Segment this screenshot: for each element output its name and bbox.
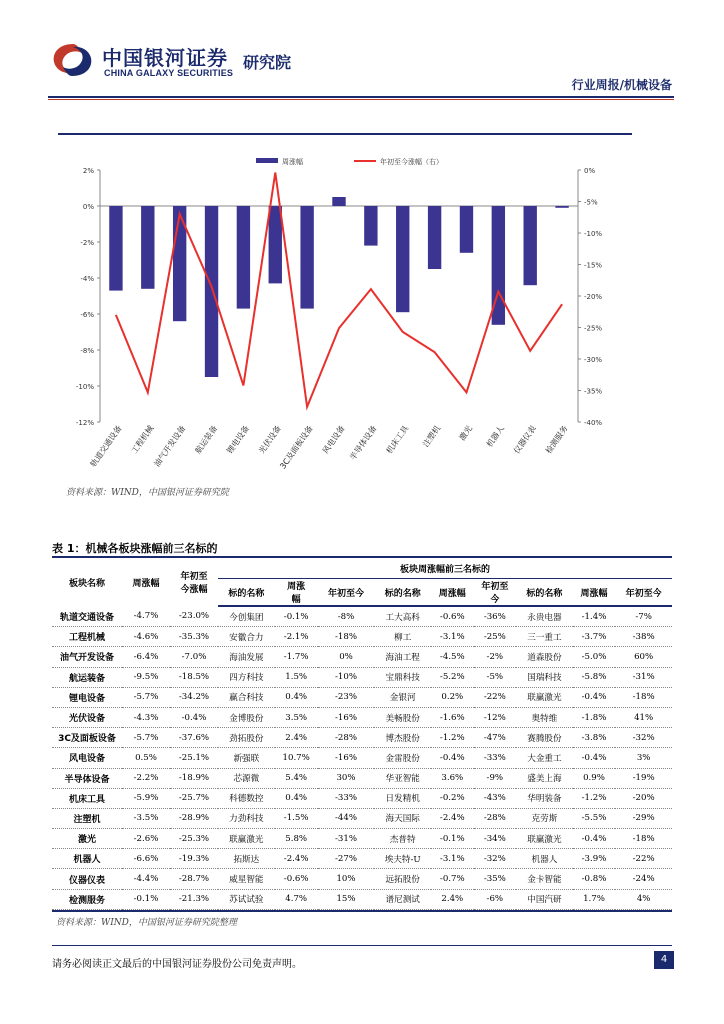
right-tick-label: -25% [584, 324, 603, 333]
table-cell: 美畅股份 [374, 707, 431, 727]
table-cell: -1.7% [275, 647, 318, 667]
table-cell: 4.7% [275, 889, 318, 909]
table-cell: -18.9% [170, 768, 218, 788]
sector-top3-table [52, 556, 672, 910]
table-cell: -32% [615, 728, 672, 748]
table-cell: -23.0% [170, 606, 218, 627]
table-cell: 三一重工 [516, 627, 573, 647]
table-row [52, 768, 672, 788]
table-cell: -0.1% [122, 889, 170, 909]
table-cell: -5.0% [573, 647, 616, 667]
table-cell: -5% [474, 667, 517, 687]
table-cell: -34.2% [170, 687, 218, 707]
table-cell: -6% [474, 889, 517, 909]
table-cell: 国瑞科技 [516, 667, 573, 687]
table-cell: 宝鼎科技 [374, 667, 431, 687]
table-cell: -33% [318, 788, 375, 808]
table-cell: 博杰股份 [374, 728, 431, 748]
table-cell: -18% [615, 687, 672, 707]
category-label: 仪器仪表 [512, 423, 538, 456]
table-cell: 机器人 [516, 849, 573, 869]
col-stock-2: 标的名称 [374, 579, 431, 607]
table-cell: 1.5% [275, 667, 318, 687]
table-cell: 威星智能 [218, 869, 275, 889]
sector-name: 机床工具 [52, 788, 122, 808]
table-cell: 克劳斯 [516, 808, 573, 828]
table-cell: 联赢激光 [516, 687, 573, 707]
table-cell: -2% [474, 647, 517, 667]
table-cell: -20% [615, 788, 672, 808]
table-cell: -0.4% [573, 687, 616, 707]
table-cell: -47% [474, 728, 517, 748]
left-tick-label: -12% [75, 419, 94, 427]
table-row [52, 788, 672, 808]
category-label: 油气开发设备 [152, 423, 188, 469]
table-cell: -0.4% [573, 829, 616, 849]
col-weekly-3: 周涨幅 [573, 579, 616, 607]
left-tick-label: -8% [80, 347, 94, 355]
col-ytd: 年初至 今涨幅 [180, 572, 208, 595]
table-cell: -4.5% [431, 647, 474, 667]
category-label: 半导体设备 [348, 423, 379, 462]
right-tick-label: -20% [584, 293, 603, 301]
table-cell: -19% [615, 768, 672, 788]
table-cell: -44% [318, 808, 375, 828]
bar-光伏设备 [269, 206, 282, 283]
table-cell: -5.9% [122, 788, 170, 808]
table-cell: -4.3% [122, 707, 170, 727]
category-label: 激光 [457, 423, 475, 443]
table-cell: 安徽合力 [218, 627, 275, 647]
right-tick-label: -35% [584, 387, 603, 396]
table-cell: -3.1% [431, 627, 474, 647]
bar-锂电设备 [237, 206, 250, 309]
table-cell: 金银河 [374, 687, 431, 707]
table-cell: 海天国际 [374, 808, 431, 828]
table-row [52, 849, 672, 869]
col-stock-3: 标的名称 [516, 579, 573, 607]
table-row [52, 647, 672, 667]
chart-source: 资料来源：WIND，中国银河证券研究院 [66, 488, 229, 498]
left-tick-label: -10% [75, 383, 94, 391]
sector-name: 风电设备 [52, 748, 122, 768]
table-cell: -1.6% [431, 707, 474, 727]
table-cell: 15% [318, 889, 375, 909]
table-cell: -25.3% [170, 829, 218, 849]
table-cell: -3.8% [573, 728, 616, 748]
category-label: 检测服务 [543, 423, 570, 456]
left-tick-label: 0% [82, 203, 94, 211]
bar-注塑机 [428, 206, 441, 269]
col-sector: 板块名称 [68, 578, 105, 589]
table-cell: 日发精机 [374, 788, 431, 808]
table-cell: 0.5% [122, 748, 170, 768]
category-label: 锂电设备 [225, 423, 252, 456]
table-cell: 30% [318, 768, 375, 788]
table-cell: -3.7% [573, 627, 616, 647]
col-ytd-3: 年初至今 [615, 579, 672, 607]
table-cell: 金雷股份 [374, 748, 431, 768]
table-cell: -1.2% [431, 728, 474, 748]
table-cell: 0% [318, 647, 375, 667]
sector-name: 检测服务 [52, 889, 122, 909]
table-cell: 劲拓股份 [218, 728, 275, 748]
sector-name: 光伏设备 [52, 707, 122, 727]
bar-工程机械 [141, 206, 154, 289]
left-tick-label: -6% [80, 311, 94, 319]
table-cell: 芯源微 [218, 768, 275, 788]
table-cell: -1.4% [573, 606, 616, 627]
footer-disclaimer: 请务必阅读正文最后的中国银河证券股份公司免责声明。 [52, 959, 302, 970]
table-cell: -6.6% [122, 849, 170, 869]
table-cell: -24% [615, 869, 672, 889]
sector-name: 机器人 [52, 849, 122, 869]
table-cell: 10.7% [275, 748, 318, 768]
sector-name: 工程机械 [52, 627, 122, 647]
table-cell: 远拓股份 [374, 869, 431, 889]
table-cell: -3.5% [122, 808, 170, 828]
category-label: 航运装备 [193, 423, 220, 456]
table-cell: 奥特维 [516, 707, 573, 727]
table-cell: -0.6% [431, 606, 474, 627]
table-cell: -5.2% [431, 667, 474, 687]
table-row [52, 627, 672, 647]
col-ytd-2: 年初至 今 [474, 579, 517, 607]
table-cell: -2.6% [122, 829, 170, 849]
table-cell: 3% [615, 748, 672, 768]
sector-name: 3C及面板设备 [52, 728, 122, 748]
table-cell: -38% [615, 627, 672, 647]
table-cell: -3.1% [431, 849, 474, 869]
table-cell: -1.2% [573, 788, 616, 808]
sector-name: 油气开发设备 [52, 647, 122, 667]
bar-激光 [460, 206, 473, 253]
table-cell: -32% [474, 849, 517, 869]
right-tick-label: 0% [584, 167, 596, 175]
table-cell: -6.4% [122, 647, 170, 667]
table-cell: -2.4% [275, 849, 318, 869]
table-row [52, 707, 672, 727]
footer-divider [52, 945, 672, 946]
table-cell: -31% [318, 829, 375, 849]
table-cell: 华明装备 [516, 788, 573, 808]
table-cell: -29% [615, 808, 672, 828]
table-cell: 金卡智能 [516, 869, 573, 889]
table-cell: -21.3% [170, 889, 218, 909]
table-cell: -18.5% [170, 667, 218, 687]
category-label: 3C及面板设备 [278, 423, 315, 471]
table-cell: 金博股份 [218, 707, 275, 727]
table-cell: -19.3% [170, 849, 218, 869]
table-cell: 赢合科技 [218, 687, 275, 707]
table-cell: 41% [615, 707, 672, 727]
table-cell: 5.8% [275, 829, 318, 849]
table-cell: -27% [318, 849, 375, 869]
table-cell: -4.7% [122, 606, 170, 627]
category-label: 轨道交通设备 [88, 423, 124, 469]
table-cell: 新强联 [218, 748, 275, 768]
table-cell: 60% [615, 647, 672, 667]
table-cell: -4.6% [122, 627, 170, 647]
bar-风电设备 [332, 197, 345, 206]
col-weekly: 周涨幅 [132, 578, 160, 589]
table-cell: -9% [474, 768, 517, 788]
table-cell: -12% [474, 707, 517, 727]
table-cell: 中国汽研 [516, 889, 573, 909]
table-cell: 拓斯达 [218, 849, 275, 869]
table-cell: 0.4% [275, 788, 318, 808]
table-cell: 3.5% [275, 707, 318, 727]
sector-name: 锂电设备 [52, 687, 122, 707]
table-row [52, 687, 672, 707]
table-cell: -2.4% [431, 808, 474, 828]
table-cell: 华亚智能 [374, 768, 431, 788]
table-cell: 2.4% [431, 889, 474, 909]
sector-name: 航运装备 [52, 667, 122, 687]
table-cell: -28.9% [170, 808, 218, 828]
legend-bar-label: 周涨幅 [282, 158, 303, 166]
table-row [52, 869, 672, 889]
table-cell: -28% [318, 728, 375, 748]
brand-name-cn: 中国银河证券 [102, 46, 228, 70]
table-row [52, 667, 672, 687]
table-cell: 联赢激光 [218, 829, 275, 849]
sector-name: 仪器仪表 [52, 869, 122, 889]
table-cell: -10% [318, 667, 375, 687]
table-cell: 0.9% [573, 768, 616, 788]
sector-name: 半导体设备 [52, 768, 122, 788]
table-cell: -28% [474, 808, 517, 828]
table-row [52, 889, 672, 909]
left-tick-label: -4% [80, 275, 94, 283]
table-cell: 2.4% [275, 728, 318, 748]
table-cell: -1.8% [573, 707, 616, 727]
right-tick-label: -40% [584, 419, 603, 427]
table-cell: 科德数控 [218, 788, 275, 808]
table-cell: -16% [318, 748, 375, 768]
table-cell: 大金重工 [516, 748, 573, 768]
col-stock-1: 标的名称 [218, 579, 275, 607]
table-cell: -7% [615, 606, 672, 627]
table-cell: -2.1% [275, 627, 318, 647]
right-tick-label: -30% [584, 356, 603, 364]
table-cell: 工大高科 [374, 606, 431, 627]
left-tick-label: -2% [80, 239, 94, 247]
table-row [52, 606, 672, 627]
document-category: 行业周报/机械设备 [571, 78, 672, 92]
table-cell: -33% [474, 748, 517, 768]
table-cell: 四方科技 [218, 667, 275, 687]
table-cell: 永贵电器 [516, 606, 573, 627]
sector-performance-chart [0, 0, 724, 500]
table-cell: -0.1% [275, 606, 318, 627]
legend-line-label: 年初至今涨幅（右） [380, 158, 443, 166]
table-cell: 柳工 [374, 627, 431, 647]
table-cell: -23% [318, 687, 375, 707]
table-row [52, 748, 672, 768]
legend-bar-swatch [256, 158, 278, 163]
table-cell: -36% [474, 606, 517, 627]
table-cell: -37.6% [170, 728, 218, 748]
right-tick-label: -15% [584, 261, 603, 270]
table-cell: 赛腾股份 [516, 728, 573, 748]
brand-name-en: CHINA GALAXY SECURITIES [104, 68, 234, 78]
category-label: 机器人 [484, 423, 506, 449]
table-cell: -34% [474, 829, 517, 849]
table-title: 表 1：机械各板块涨幅前三名标的 [52, 542, 218, 555]
page-number: 4 [654, 951, 674, 969]
category-label: 光伏设备 [257, 423, 283, 456]
table-cell: -0.4% [573, 748, 616, 768]
table-cell: -16% [318, 707, 375, 727]
sector-name: 激光 [52, 829, 122, 849]
table-cell: -25.7% [170, 788, 218, 808]
table-row [52, 728, 672, 748]
table-cell: -5.8% [573, 667, 616, 687]
table-row [52, 808, 672, 828]
table-cell: 1.7% [573, 889, 616, 909]
category-label: 机床工具 [384, 423, 411, 456]
table-cell: -28.7% [170, 869, 218, 889]
table-cell: -1.5% [275, 808, 318, 828]
category-label: 工程机械 [129, 423, 156, 456]
table-cell: 联赢激光 [516, 829, 573, 849]
table-cell: 杰普特 [374, 829, 431, 849]
table-cell: -0.1% [431, 829, 474, 849]
table-cell: -9.5% [122, 667, 170, 687]
table-cell: -5.5% [573, 808, 616, 828]
table-source: 资料来源：WIND，中国银河证券研究院整理 [56, 918, 237, 928]
table-cell: -35% [474, 869, 517, 889]
table-row [52, 829, 672, 849]
table-cell: -4.4% [122, 869, 170, 889]
table-cell: -3.9% [573, 849, 616, 869]
category-label: 风电设备 [320, 423, 347, 456]
bar-航运装备 [205, 206, 218, 377]
table-cell: 海油工程 [374, 647, 431, 667]
brand-dept: 研究院 [243, 53, 292, 72]
col-weekly-2: 周涨幅 [431, 579, 474, 607]
table-cell: -25% [474, 627, 517, 647]
table-cell: -31% [615, 667, 672, 687]
table-bottom-rule [52, 910, 672, 912]
table-cell: -18% [615, 829, 672, 849]
table-cell: -0.8% [573, 869, 616, 889]
table-cell: -5.7% [122, 687, 170, 707]
col-group-top3: 板块周涨幅前三名标的 [218, 557, 672, 579]
table-cell: -5.7% [122, 728, 170, 748]
table-cell: 海油发展 [218, 647, 275, 667]
bar-仪器仪表 [524, 206, 537, 285]
table-cell: 今创集团 [218, 606, 275, 627]
table-cell: -25.1% [170, 748, 218, 768]
bar-机床工具 [396, 206, 409, 312]
table-cell: -0.6% [275, 869, 318, 889]
table-cell: -43% [474, 788, 517, 808]
table-cell: 埃夫特-U [374, 849, 431, 869]
col-ytd-1: 年初至今 [318, 579, 375, 607]
sector-name: 轨道交通设备 [52, 606, 122, 627]
bar-轨道交通设备 [109, 206, 122, 291]
table-cell: -22% [474, 687, 517, 707]
table-cell: -7.0% [170, 647, 218, 667]
table-cell: -0.4% [170, 707, 218, 727]
table-cell: 盛美上海 [516, 768, 573, 788]
table-cell: -2.2% [122, 768, 170, 788]
table-cell: -35.3% [170, 627, 218, 647]
col-weekly-1: 周涨 幅 [275, 579, 318, 607]
table-cell: 谱尼测试 [374, 889, 431, 909]
table-cell: -18% [318, 627, 375, 647]
bar-半导体设备 [364, 206, 377, 246]
table-cell: 苏试试验 [218, 889, 275, 909]
table-cell: -0.7% [431, 869, 474, 889]
table-cell: -8% [318, 606, 375, 627]
table-cell: 5.4% [275, 768, 318, 788]
bar-3C及面板设备 [300, 206, 313, 309]
right-tick-label: -5% [584, 198, 598, 207]
table-cell: 3.6% [431, 768, 474, 788]
bar-检测服务 [555, 206, 568, 208]
category-label: 注塑机 [421, 423, 443, 449]
sector-name: 注塑机 [52, 808, 122, 828]
table-cell: 道森股份 [516, 647, 573, 667]
table-cell: 0.2% [431, 687, 474, 707]
table-cell: -0.2% [431, 788, 474, 808]
table-cell: 0.4% [275, 687, 318, 707]
table-cell: 10% [318, 869, 375, 889]
table-cell: 4% [615, 889, 672, 909]
table-cell: -0.4% [431, 748, 474, 768]
left-tick-label: 2% [82, 167, 94, 175]
table-cell: 力劲科技 [218, 808, 275, 828]
right-tick-label: -10% [584, 230, 603, 238]
table-cell: -22% [615, 849, 672, 869]
